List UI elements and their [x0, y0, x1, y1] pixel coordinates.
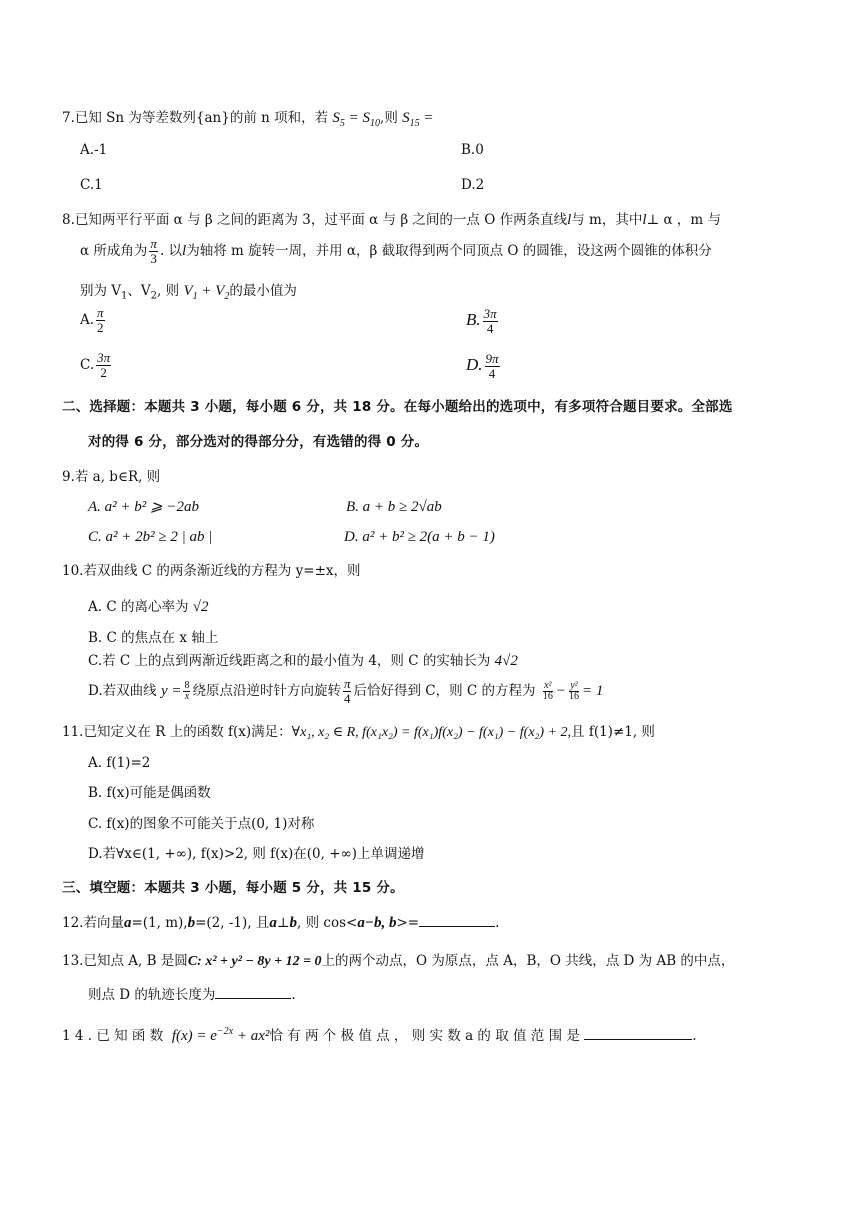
q9-option-a: A. a² + b² ⩾ −2ab — [88, 499, 199, 515]
q8-sum-math: $V_1 + V_2$ — [183, 283, 230, 302]
q11-option-b: B. f(x)可能是偶函数 — [88, 785, 211, 801]
q8-text3b: 、V — [127, 283, 151, 299]
section2-heading-line2: 对的得 6 分，部分选对的得部分分，有选错的得 0 分。 — [88, 434, 429, 450]
q14-answer-blank[interactable] — [584, 1026, 692, 1040]
q10-d-hyperbola-frac: $\frac{8}{x}$ — [184, 680, 190, 702]
q8-v1-sub: 1 — [121, 290, 128, 302]
q11-option-d: D.若∀x∈(1, +∞), f(x)>2, 则 f(x)在(0, +∞)上单调递增 — [88, 846, 425, 862]
q10-d-rotation-frac: $\frac{\pi}{4}$ — [343, 676, 351, 706]
q10-option-a: A. C 的离心率为 √2 — [88, 599, 209, 615]
q13-circle-equation: C: x² + y² − 8y + 12 = 0 — [187, 954, 322, 969]
q8-option-a-frac: $\frac{\pi}{2}$ — [97, 305, 104, 335]
q8-v2-sub: 2 — [150, 290, 158, 302]
q11-option-c: C. f(x)的图象不可能关于点(0, 1)对称 — [88, 816, 315, 832]
q8-text2b: . 以 — [159, 243, 183, 259]
q8-l3: l — [182, 243, 187, 259]
q7-stem-then: ,则 — [380, 110, 398, 126]
q7-option-a: A.-1 — [80, 142, 108, 158]
q10-sqrt2: √2 — [192, 599, 209, 615]
q8-angle-fraction: $\frac{\pi}{3}$ — [150, 236, 157, 266]
q11-option-a: A. f(1)=2 — [88, 755, 151, 771]
q10-d-eq-frac1: $\frac{\text{x²}}{16}$ — [542, 680, 553, 702]
q7-option-d: D.2 — [461, 177, 485, 193]
q7-math-s5: $S_5 = S_{10}$ — [332, 110, 381, 129]
q10-d-eq-frac2: $\frac{\text{y²}}{16}$ — [568, 680, 579, 702]
q13-answer-blank[interactable] — [215, 985, 291, 999]
q8-option-d: D. $\frac{9\pi}{4}$ — [466, 351, 499, 381]
q10-stem: 10.若双曲线 C 的两条渐近线的方程为 y=±x，则 — [62, 563, 361, 579]
q14-function: $f(x) = e^{-2x} + ax^2$ — [171, 1026, 270, 1044]
q7-stem-text: 7.已知 Sn 为等差数列{an}的前 n 项和，若 — [62, 110, 329, 126]
q8-option-a: A. $\frac{\pi}{2}$ — [80, 305, 104, 335]
q10-option-d: D.若双曲线 y = $\frac{8}{x}$ 绕原点沿逆时针方向旋转 $\frac{\pi}{4}$ 后恰好得到 C，则 C 的方程为 $\frac{\text{x²}}{16}$ − $\frac{\text{y²}}{16}$ = 1 — [88, 676, 604, 706]
q7-option-c: C.1 — [80, 177, 103, 193]
q12-vector-expr: a−b, b — [357, 915, 397, 931]
section3-heading: 三、填空题：本题共 3 小题，每小题 5 分，共 15 分。 — [62, 880, 404, 896]
q13-line1: 13.已知点 A, B 是圆C: x² + y² − 8y + 12 = 0上的两个动点，O 为原点，点 A，B，O 共线，点 D 为 AB 的中点， — [62, 953, 735, 969]
q8-text1b: 与 m，其中 — [571, 212, 643, 228]
q8-option-b: B. $\frac{3\pi}{4}$ — [466, 306, 497, 336]
q8-line2 — [80, 236, 712, 266]
q13-line2: 则点 D 的轨迹长度为 . — [88, 987, 296, 1003]
q11-stem: 11.已知定义在 R 上的函数 f(x)满足：∀x₁, x₂ ∈ R, f(x₁x₂) = f(x₁)f(x₂) − f(x₁) − f(x₂) + 2,且 f(1)≠1, 则 — [62, 724, 655, 740]
q8-text2a: α 所成角为 — [80, 243, 148, 259]
q7-stem — [62, 108, 434, 134]
q9-stem: 9.若 a, b∈R, 则 — [62, 469, 161, 485]
q14-stem: 1 4 . 已 知 函 数 $f(x) = e^{-2x} + ax^2$恰 有 两 个 极 值 点 ， 则 实 数 a 的 取 值 范 围 是 . — [62, 1026, 697, 1044]
q10-4sqrt2: 4√2 — [494, 653, 518, 669]
q8-line3 — [80, 281, 297, 307]
q8-option-b-frac: $\frac{3\pi}{4}$ — [483, 306, 497, 336]
q8-line1 — [62, 210, 721, 230]
section2-heading-line1: 二、选择题：本题共 3 小题，每小题 6 分，共 18 分。在每小题给出的选项中，有多项符合题目要求。全部选 — [62, 399, 733, 415]
q10-option-b: B. C 的焦点在 x 轴上 — [88, 630, 219, 646]
q8-text1c: ⊥ α ，m 与 — [646, 212, 722, 228]
q8-option-c-frac: $\frac{3\pi}{2}$ — [97, 350, 111, 380]
q8-text3c: , 则 — [157, 283, 180, 299]
q8-text1: 8.已知两平行平面 α 与 β 之间的距离为 3，过平面 α 与 β 之间的一点 O 作两条直线 — [62, 212, 568, 228]
q8-text3: 别为 V — [80, 283, 122, 299]
q7-option-b: B.0 — [461, 142, 484, 158]
q12-stem: 12.若向量a=(1, m),b=(2, -1), 且a⊥b, 则 cos<a−b, b>= . — [62, 915, 500, 931]
q7-math-s15: $S_{15}$ = — [402, 110, 434, 129]
q11-functional-equation: ∀x₁, x₂ ∈ R, f(x₁x₂) = f(x₁)f(x₂) − f(x₁) − f(x₂) + 2, — [291, 725, 572, 740]
q10-option-c: C.若 C 上的点到两渐近线距离之和的最小值为 4，则 C 的实轴长为 4√2 — [88, 653, 518, 669]
q8-l2: l — [642, 212, 647, 228]
q8-text3f: 的最小值为 — [229, 283, 297, 299]
q8-option-c: C. $\frac{3\pi}{2}$ — [80, 350, 111, 380]
q9-option-b: B. a + b ≥ 2√ab — [346, 499, 442, 515]
q8-text2c: 为轴将 m 旋转一周，并用 α，β 截取得到两个同顶点 O 的圆锥，设这两个圆锥的体积分 — [186, 243, 712, 259]
q8-l: l — [567, 212, 572, 228]
q12-answer-blank[interactable] — [419, 913, 495, 927]
q8-option-d-frac: $\frac{9\pi}{4}$ — [485, 351, 499, 381]
q9-option-d: D. a² + b² ≥ 2(a + b − 1) — [344, 529, 495, 545]
q9-option-c: C. a² + 2b² ≥ 2 | ab | — [88, 529, 213, 545]
